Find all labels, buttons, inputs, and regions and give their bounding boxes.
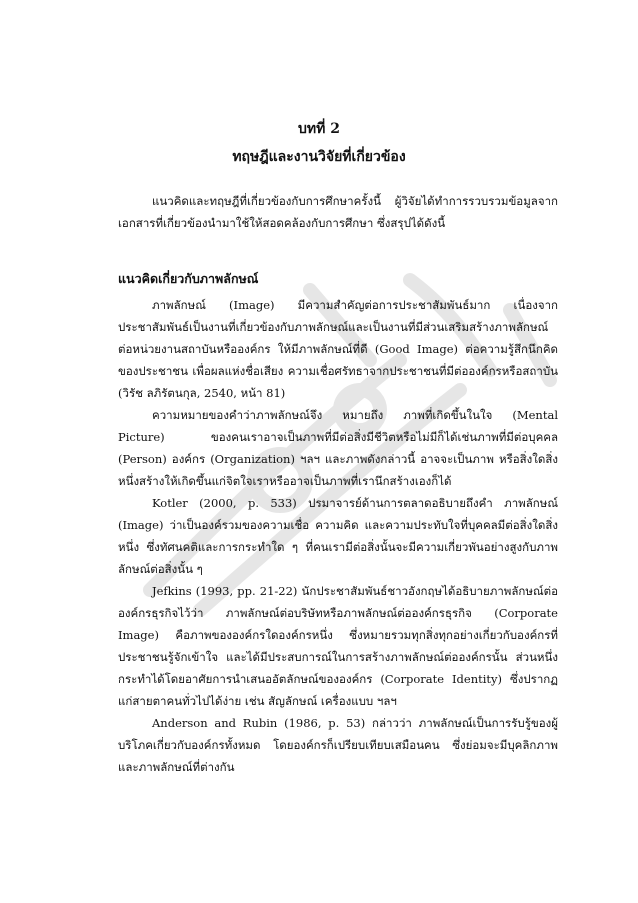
intro-block [118,190,558,234]
paragraph-image-meaning: ความหมายของคำว่าภาพลักษณ์จึง หมายถึง ภาพที่เกิดขึ้นในใจ (Mental Picture) ของคนเราอาจเป็นภาพที่มีต่อสิ่งมีชีวิตหรือไม่มีก็ได้เช่นภาพที่มีต่อบุคคล (Person) องค์กร (Organization) ฯลฯ และภาพดังกล่าวนี้ อาจจะเป็นภาพ หรือสิ่งใดสิ่งหนึ่งสร้างให้เกิดขึ้นแก่จิตใจเราหรืออาจเป็นภาพที่เรานึกสร้างเองก็ได้ [118,408,558,488]
paragraph-anderson-rubin: Anderson and Rubin (1986, p. 53) กล่าวว่า ภาพลักษณ์เป็นการรับรู้ของผู้บริโภคเกี่ยวกับองค์กรทั้งหมด โดยองค์กรก็เปรียบเทียบเสมือนคน ซึ่งย่อมจะมีบุคลิกภาพและภาพลักษณ์ที่ต่างกัน [118,716,558,774]
section-heading: แนวคิดเกี่ยวกับภาพลักษณ์ [118,271,259,286]
body-text [118,294,558,778]
chapter-title: ทฤษฎีและงานวิจัยที่เกี่ยวข้อง [232,149,406,165]
paragraph-image-importance: ภาพลักษณ์ (Image) มีความสำคัญต่อการประชาสัมพันธ์มาก เนื่องจากประชาสัมพันธ์เป็นงานที่เกี่ยวข้องกับภาพลักษณ์และเป็นงานที่มีส่วนเสริมสร้างภาพลักษณ์ต่อหน่วยงานสถาบันหรือองค์กร ให้มีภาพลักษณ์ที่ดี (Good Image) ต่อความรู้สึกนึกคิดของประชาชน เพื่อผลแห่งชื่อเสียง ความเชื่อศรัทธาจากประชาชนที่มีต่อองค์กรหรือสถาบัน (วิรัช ลภิรัตนกุล, 2540, หน้า 81) [118,298,558,400]
paragraph-jefkins: Jefkins (1993, pp. 21-22) นักประชาสัมพันธ์ชาวอังกฤษได้อธิบายภาพลักษณ์ต่อองค์กรธุรกิจไว้ว่า ภาพลักษณ์ต่อบริษัทหรือภาพลักษณ์ต่อองค์กรธุรกิจ (Corporate Image) คือภาพขององค์กรใดองค์กรหนึ่ง ซึ่งหมายรวมทุกสิ่งทุกอย่างเกี่ยวกับองค์กรที่ประชาชนรู้จักเข้าใจ และได้มีประสบการณ์ในการสร้างภาพลักษณ์ต่อองค์กรนั้น ส่วนหนึ่งกระทำได้โดยอาศัยการนำเสนออัตลักษณ์ขององค์กร (Corporate Identity) ซึ่งปรากฏแก่สายตาคนทั่วไปได้ง่าย เช่น สัญลักษณ์ เครื่องแบบ ฯลฯ [118,584,558,708]
paragraph-kotler: Kotler (2000, p. 533) ปรมาจารย์ด้านการตลาดอธิบายถึงคำ ภาพลักษณ์ (Image) ว่าเป็นองค์รวมของความเชื่อ ความคิด และความประทับใจที่บุคคลมีต่อสิ่งใดสิ่งหนึ่ง ซึ่งทัศนคติและการกระทำใด ๆ ที่คนเรามีต่อสิ่งนั้นจะมีความเกี่ยวพันอย่างสูงกับภาพลักษณ์ต่อสิ่งนั้น ๆ [118,496,558,576]
chapter-number: บทที่ 2 [298,121,340,137]
intro-paragraph: แนวคิดและทฤษฎีที่เกี่ยวข้องกับการศึกษาครั้งนี้ ผู้วิจัยได้ทำการรวบรวมข้อมูลจากเอกสารที่เกี่ยวข้องนำมาใช้ให้สอดคล้องกับการศึกษา ซึ่งสรุปได้ดังนี้ [118,194,558,230]
